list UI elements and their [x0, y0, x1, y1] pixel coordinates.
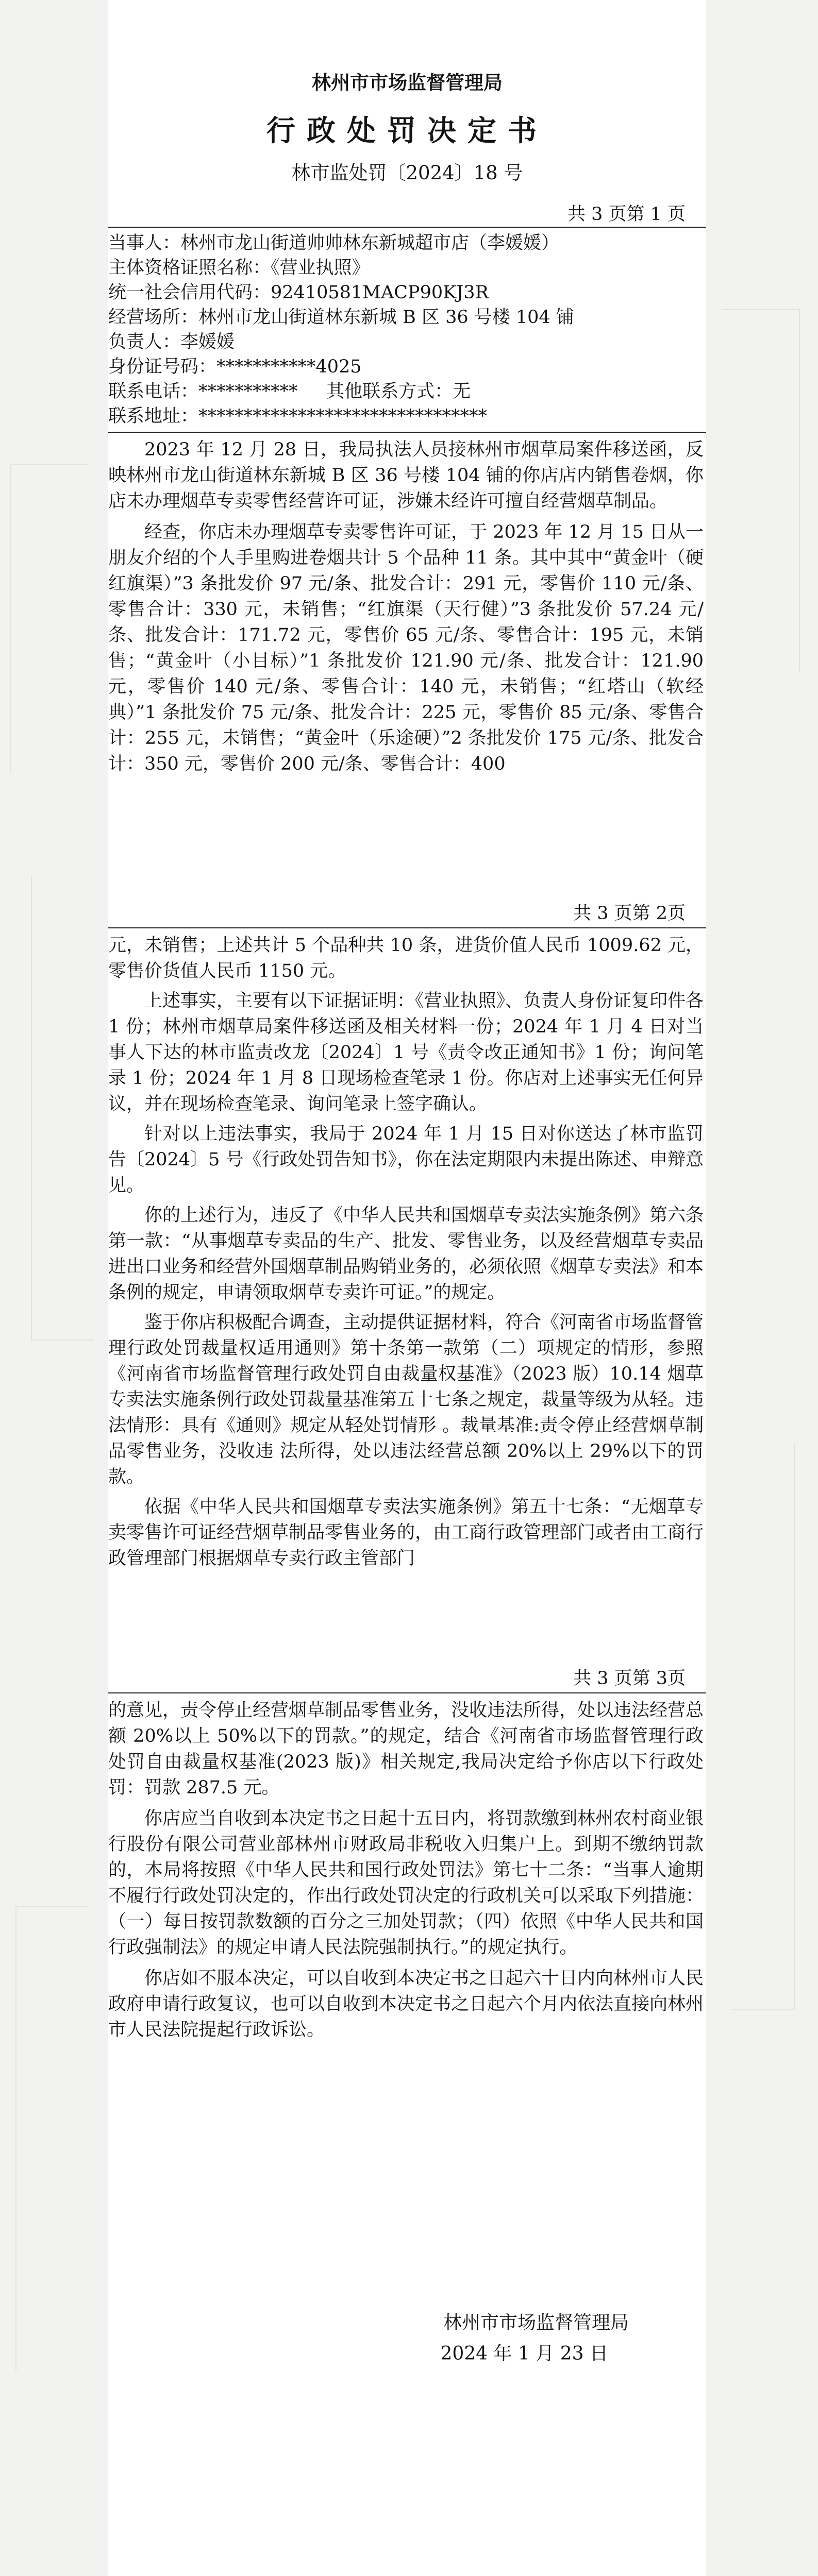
page-number-3: 共 3 页第 3页 — [573, 1668, 686, 1689]
body-page-3 — [108, 1698, 704, 2043]
signature-date: 2024 年 1 月 23 日 — [440, 2343, 608, 2364]
party-phone: 联系电话：*********** 其他联系方式：无 — [108, 381, 471, 402]
paragraph-evidence: 上述事实，主要有以下证据证明：《营业执照》、负责人身份证复印件各 1 份；林州市烟草局案件移送函及相关材料一份；2024 年 1 月 4 日对当事人下达的林市监责改龙〔2024〕1 号《责令改正通知书》1 份；询问笔录 1 份；2024 年 1 月 8 日现场检查笔录 1 份。你店对上述事实无任何异议，并在现场检查笔录、询问笔录上签字确认。 — [108, 991, 704, 1114]
party-contact-address: 联系地址：******************************** — [108, 406, 488, 427]
paragraph-legal-basis-continued: 的意见，责令停止经营烟草制品零售业务，没收违法所得，处以违法经营总额 20%以上 50%以下的罚款。”的规定，结合《河南省市场监督管理行政处罚自由裁量权基准(2023 版)》相关规定,我局决定给予你店以下行政处罚：罚款 287.5 元。 — [108, 1700, 704, 1798]
body-page-2 — [108, 933, 704, 1571]
paragraph-case-source: 2023 年 12 月 28 日，我局执法人员接林州市烟草局案件移送函，反映林州市龙山街道林东新城 B 区 36 号楼 104 铺的你店店内销售卷烟，你店未办理烟草专卖零售经营许可证，涉嫌未经许可擅自经营烟草制品。 — [108, 439, 704, 512]
paragraph-investigation-continued: 元，未销售；上述共计 5 个品种共 10 条，进货价值人民币 1009.62 元，零售价货值人民币 1150 元。 — [108, 935, 704, 981]
page-number-1: 共 3 页第 1 页 — [567, 204, 686, 225]
party-address: 经营场所：林州市龙山街道林东新城 B 区 36 号楼 104 铺 — [108, 307, 574, 328]
document-title: 行政处罚决定书 — [266, 114, 548, 148]
paragraph-discretion: 鉴于你店积极配合调查，主动提供证据材料，符合《河南省市场监督管理行政处罚裁量权适用通则》第十条第一款第（二）项规定的情形，参照《河南省市场监督管理行政处罚自由裁量权基准》（2023 版）10.14 烟草专卖法实施条例行政处罚裁量基准第五十七条之规定，裁量等级为从轻。违法情形：具有《通则》规定从轻处罚情形 。裁量基准:责令停止经营烟草制品零售业务，没收违 法所得，处以违法经营总额 20%以上 29%以下的罚款。 — [108, 1312, 704, 1487]
paragraph-payment: 你店应当自收到本决定书之日起十五日内，将罚款缴到林州农村商业银行股份有限公司营业部林州市财政局非税收入归集户上。到期不缴纳罚款的，本局将按照《中华人民共和国行政处罚法》第七十二条：“当事人逾期不履行行政处罚决定的，作出行政处罚决定的行政机关可以采取下列措施：（一）每日按罚款数额的百分之三加处罚款；（四）依照《中华人民共和国行政强制法》的规定申请人民法院强制执行。”的规定执行。 — [108, 1808, 704, 1958]
background-decoration — [15, 1906, 89, 2371]
document-page — [108, 0, 706, 2576]
background-decoration — [10, 464, 89, 774]
divider — [108, 1692, 706, 1693]
party-license: 主体资格证照名称：《营业执照》 — [108, 258, 370, 278]
body-page-1 — [108, 437, 704, 777]
party-name: 当事人：林州市龙山街道帅帅林东新城超市店（李媛媛） — [108, 233, 560, 253]
party-info — [108, 231, 706, 429]
party-credit-code: 统一社会信用代码：92410581MACP90KJ3R — [108, 282, 489, 303]
party-id-number: 身份证号码：***********4025 — [108, 357, 362, 377]
page-number-2: 共 3 页第 2页 — [573, 903, 686, 924]
issuing-agency: 林州市市场监督管理局 — [312, 71, 503, 94]
divider — [108, 927, 706, 928]
background-decoration — [722, 309, 800, 671]
background-decoration — [732, 1443, 795, 2010]
signature-agency: 林州市市场监督管理局 — [443, 2312, 629, 2333]
paragraph-legal-basis: 依据《中华人民共和国烟草专卖法实施条例》第五十七条：“无烟草专卖零售许可证经营烟草制品零售业务的，由工商行政管理部门或者由工商行政管理部门根据烟草专卖行政主管部门 — [108, 1497, 704, 1569]
document-number: 林市监处罚〔2024〕18 号 — [291, 162, 523, 184]
party-person: 负责人：李媛媛 — [108, 332, 235, 352]
background-decoration — [31, 876, 94, 1341]
divider — [108, 227, 706, 228]
paragraph-investigation: 经查，你店未办理烟草专卖零售许可证，于 2023 年 12 月 15 日从一朋友介绍的个人手里购进卷烟共计 5 个品种 11 条。其中其中“黄金叶（硬红旗渠）”3 条批发价 97 元/条、批发合计：291 元，零售价 110 元/条、零售合计：330 元，未销售；“红旗渠（天行健）”3 条批发价 57.24 元/条、批发合计：171.72 元，零售价 65 元/条、零售合计：195 元，未销售；“黄金叶（小目标）”1 条批发价 121.90 元/条、批发合计：121.90 元，零售价 140 元/条、零售合计：140 元，未销售；“红塔山（软经典）”1 条批发价 75 元/条、批发合计：225 元，零售价 85 元/条、零售合计：255 元，未销售；“黄金叶（乐途硬）”2 条批发价 175 元/条、批发合计：350 元，零售价 200 元/条、零售合计：400 — [108, 522, 704, 774]
paragraph-notice: 针对以上违法事实，我局于 2024 年 1 月 15 日对你送达了林市监罚告〔2024〕5 号《行政处罚告知书》，你在法定期限内未提出陈述、申辩意见。 — [108, 1124, 704, 1196]
paragraph-violation: 你的上述行为，违反了《中华人民共和国烟草专卖法实施条例》第六条第一款：“从事烟草专卖品的生产、批发、零售业务，以及经营烟草专卖品进出口业务和经营外国烟草制品购销业务的，必须依照《烟草专卖法》和本条例的规定，申请领取烟草专卖许可证。”的规定。 — [108, 1205, 704, 1303]
paragraph-appeal: 你店如不服本决定，可以自收到本决定书之日起六十日内向林州市人民政府申请行政复议，也可以自收到本决定书之日起六个月内依法直接向林州市人民法院提起行政诉讼。 — [108, 1968, 704, 2040]
divider — [108, 432, 706, 433]
